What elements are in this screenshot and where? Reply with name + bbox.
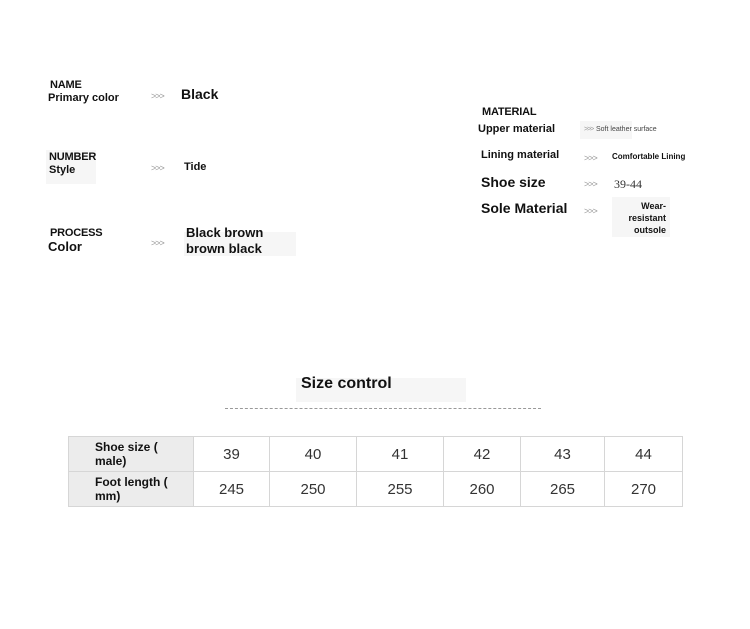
table-cell: 41 [357, 437, 444, 472]
spec-value: Soft leather surface [596, 126, 657, 133]
spec-caption: NUMBER [49, 151, 97, 163]
spec-value-line: Wear- [641, 201, 666, 211]
table-cell: 42 [444, 437, 521, 472]
material-caption: MATERIAL [482, 106, 537, 118]
spec-label: Shoe size [481, 174, 546, 190]
spec-value: Comfortable Lining [612, 152, 686, 161]
table-cell: 245 [194, 472, 270, 507]
table-cell: 260 [444, 472, 521, 507]
spec-value-line: Black brown [186, 225, 264, 240]
table-cell: 265 [521, 472, 605, 507]
row-header [69, 472, 194, 507]
title-divider [225, 408, 541, 409]
spec-caption: NAME [50, 79, 82, 91]
table-row [69, 472, 683, 507]
table-cell: 255 [357, 472, 444, 507]
spec-value-line: resistant [628, 213, 666, 223]
table-cell: 270 [605, 472, 683, 507]
arrow-icon: >>> [584, 126, 594, 133]
spec-label: Upper material [478, 123, 556, 135]
table-row [69, 437, 683, 472]
arrow-icon: >>> [151, 238, 164, 248]
spec-caption: PROCESS [50, 227, 103, 239]
spec-label: Color [48, 239, 82, 254]
arrow-icon: >>> [151, 163, 164, 173]
spec-value: Black [181, 86, 219, 102]
row-header [69, 437, 194, 472]
spec-label: Primary color [48, 92, 119, 104]
spec-label: Lining material [481, 149, 560, 161]
table-cell: 40 [270, 437, 357, 472]
arrow-icon: >>> [584, 206, 597, 216]
spec-value [616, 200, 666, 236]
spec-value [186, 225, 263, 257]
table-cell: 39 [194, 437, 270, 472]
table-cell: 43 [521, 437, 605, 472]
table-cell: 250 [270, 472, 357, 507]
row-header-line: Shoe size ( [95, 440, 158, 454]
spec-value: Tide [184, 161, 207, 173]
size-table [68, 436, 683, 507]
row-header-line: male) [95, 454, 127, 468]
section-title: Size control [301, 375, 392, 392]
row-header-line: Foot length ( [95, 475, 168, 489]
row-header-line: mm) [95, 489, 121, 503]
arrow-icon: >>> [584, 179, 597, 189]
spec-value-line: brown black [186, 241, 262, 256]
arrow-icon: >>> [584, 153, 597, 163]
table-cell: 44 [605, 437, 683, 472]
spec-value-line: outsole [633, 225, 666, 235]
spec-label: Style [49, 164, 76, 176]
spec-value: 39-44 [614, 177, 642, 191]
spec-label: Sole Material [481, 200, 568, 216]
arrow-icon: >>> [151, 91, 164, 101]
